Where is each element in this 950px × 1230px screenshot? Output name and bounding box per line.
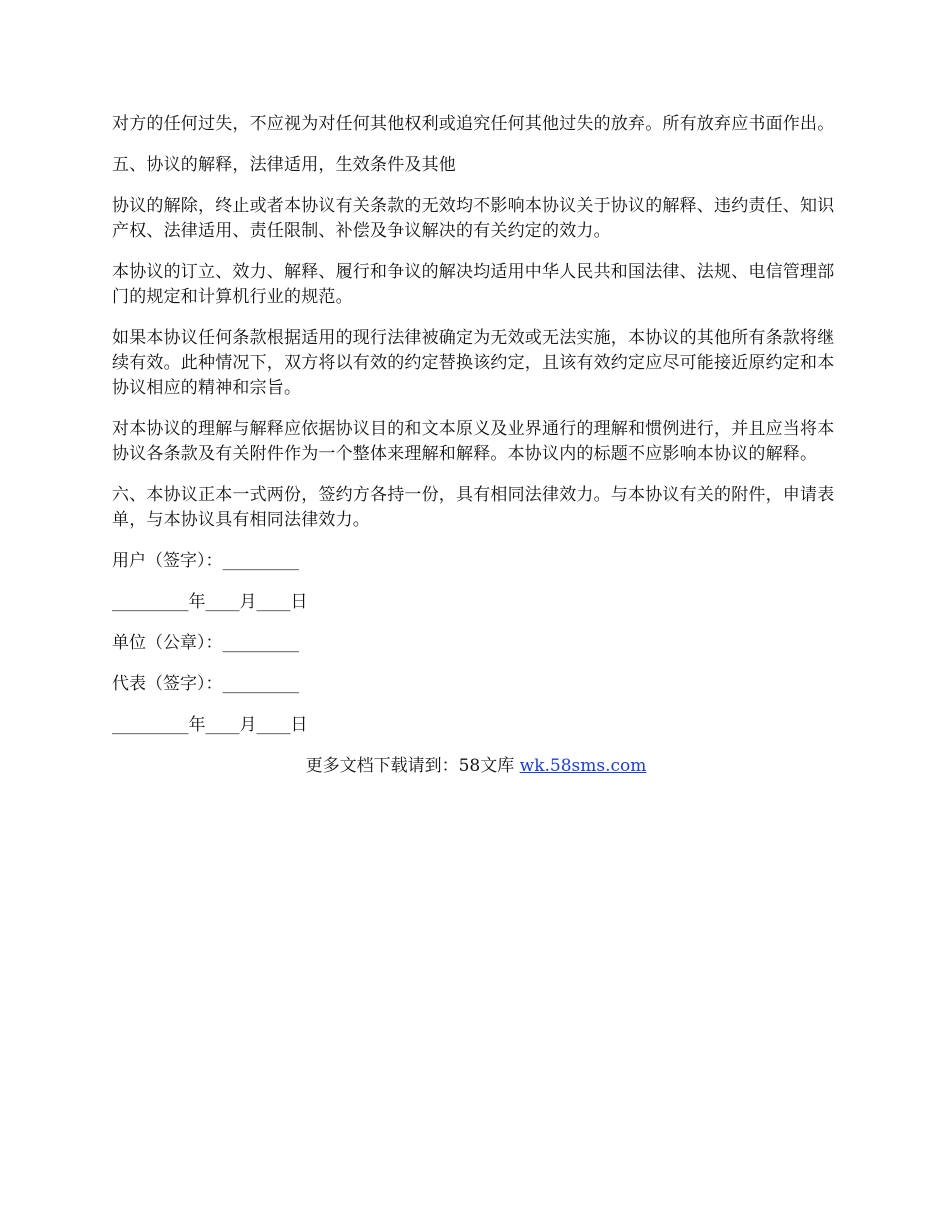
paragraph-severability: 如果本协议任何条款根据适用的现行法律被确定为无效或无法实施，本协议的其他所有条款将继续有效。此种情况下，双方将以有效的约定替换该约定，且该有效约定应尽可能接近原约定和本协议相应的精神和宗旨。: [112, 328, 835, 398]
download-footer: [112, 754, 840, 779]
representative-signature-line: 代表（签字）：_________: [112, 674, 299, 694]
section-heading-five: 五、协议的解释，法律适用，生效条件及其他: [112, 155, 456, 175]
unit-seal-line: 单位（公章）：_________: [112, 633, 299, 653]
document-body: [112, 112, 840, 779]
date-line-user: _________年____月____日: [112, 592, 308, 612]
section-six-copies: 六、本协议正本一式两份，签约方各持一份，具有相同法律效力。与本协议有关的附件，申请表单，与本协议具有相同法律效力。: [112, 485, 835, 530]
date-line-representative: _________年____月____日: [112, 715, 308, 735]
user-signature-line: 用户（签字）：_________: [112, 551, 299, 571]
paragraph-termination-effect: 协议的解除，终止或者本协议有关条款的无效均不影响本协议关于协议的解释、违约责任、知识产权、法律适用、责任限制、补偿及争议解决的有关约定的效力。: [112, 196, 835, 241]
footer-text: 更多文档下载请到：58文库: [305, 756, 520, 776]
paragraph-interpretation: 对本协议的理解与解释应依据协议目的和文本原义及业界通行的理解和惯例进行，并且应当将本协议各条款及有关附件作为一个整体来理解和解释。本协议内的标题不应影响本协议的解释。: [112, 419, 835, 464]
paragraph-waiver-clause: 对方的任何过失，不应视为对任何其他权利或追究任何其他过失的放弃。所有放弃应书面作出。: [112, 114, 835, 134]
paragraph-governing-law: 本协议的订立、效力、解释、履行和争议的解决均适用中华人民共和国法律、法规、电信管理部门的规定和计算机行业的规范。: [112, 262, 835, 307]
footer-link[interactable]: wk.58sms.com: [519, 756, 647, 776]
